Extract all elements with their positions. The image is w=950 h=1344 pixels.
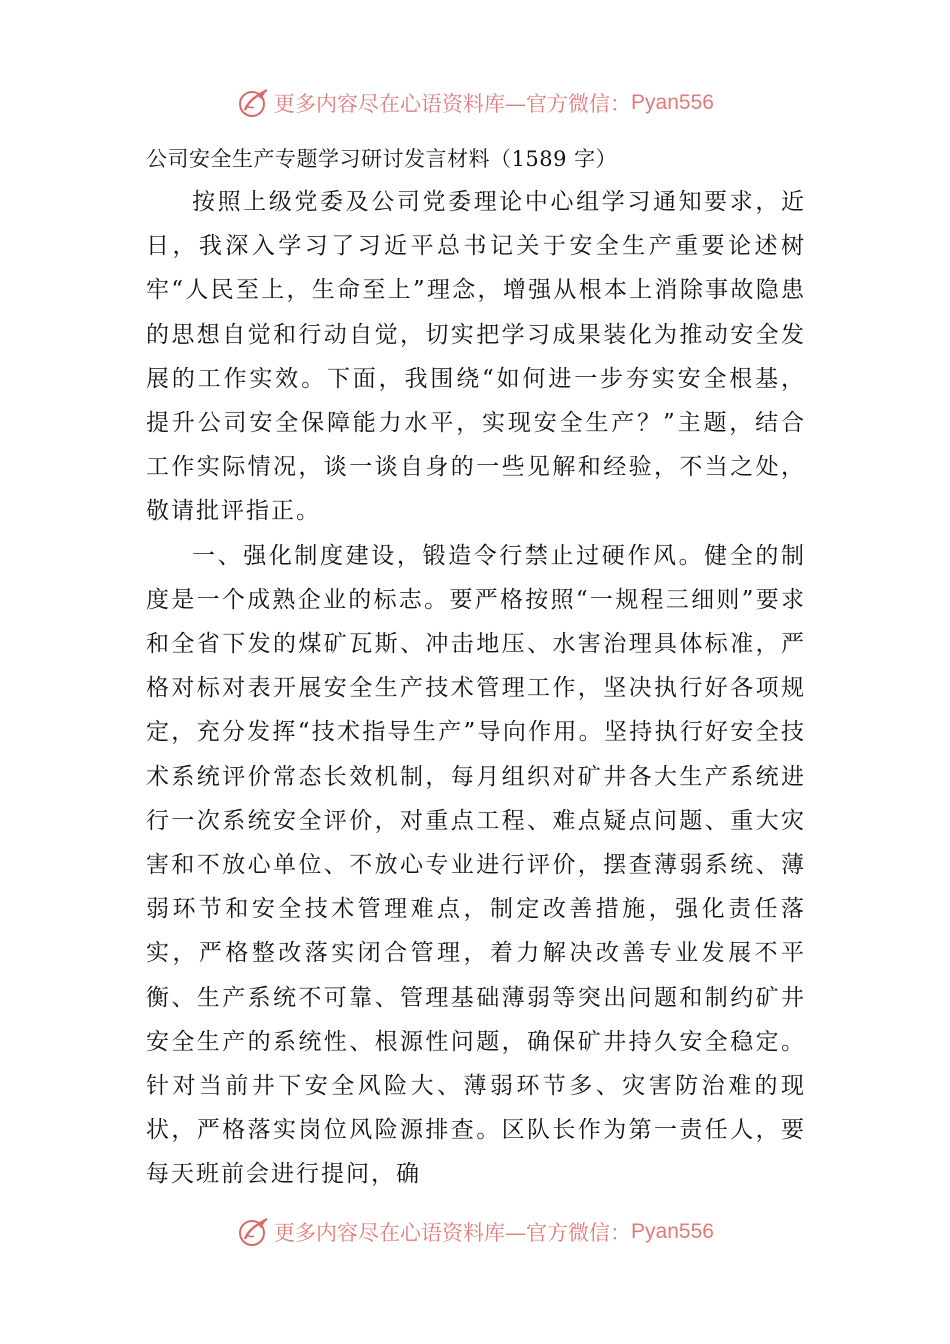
paragraph: 一、强化制度建设，锻造令行禁止过硬作风。健全的制度是一个成熟企业的标志。要严格按照“一规程三细则”要求和全省下发的煤矿瓦斯、冲击地压、水害治理具体标准，严格对标对表开展安全生产技术管理工作，坚决执行好各项规定，充分发挥“技术指导生产”导向作用。坚持执行好安全技术系统评价常态长效机制，每月组织对矿井各大生产系统进行一次系统安全评价，对重点工程、难点疑点问题、重大灾害和不放心单位、不放心专业进行评价，摆查薄弱系统、薄弱环节和安全技术管理难点，制定改善措施，强化责任落实，严格整改落实闭合管理，着力解决改善专业发展不平衡、生产系统不可靠、管理基础薄弱等突出问题和制约矿井安全生产的系统性、根源性问题，确保矿井持久安全稳定。针对当前井下安全风险大、薄弱环节多、灾害防治难的现状，严格落实岗位风险源排查。区队长作为第一责任人，要每天班前会进行提问，确 [146,542,806,1188]
header-watermark [0,83,950,123]
watermark-text: 更多内容尽在心语资料库—官方微信： [274,1221,632,1245]
pen-logo-icon [236,85,272,121]
watermark-text: 更多内容尽在心语资料库—官方微信： [274,92,632,116]
footer-watermark [0,1212,950,1252]
paragraph: 按照上级党委及公司党委理论中心组学习通知要求，近日，我深入学习了习近平总书记关于安全生产重要论述树牢“人民至上，生命至上”理念，增强从根本上消除事故隐患的思想自觉和行动自觉，切实把学习成果装化为推动安全发展的工作实效。下面，我围绕“如何进一步夯实安全根基，提升公司安全保障能力水平，实现安全生产？”主题，结合工作实际情况，谈一谈自身的一些见解和经验，不当之处，敬请批评指正。 [146,189,806,525]
document-title: 公司安全生产专题学习研讨发言材料（1589 字） [146,147,618,171]
watermark-contact: Pyan556 [631,91,714,114]
document-body [146,138,806,1197]
pen-logo-icon [236,1214,272,1250]
watermark-contact: Pyan556 [631,1220,714,1243]
